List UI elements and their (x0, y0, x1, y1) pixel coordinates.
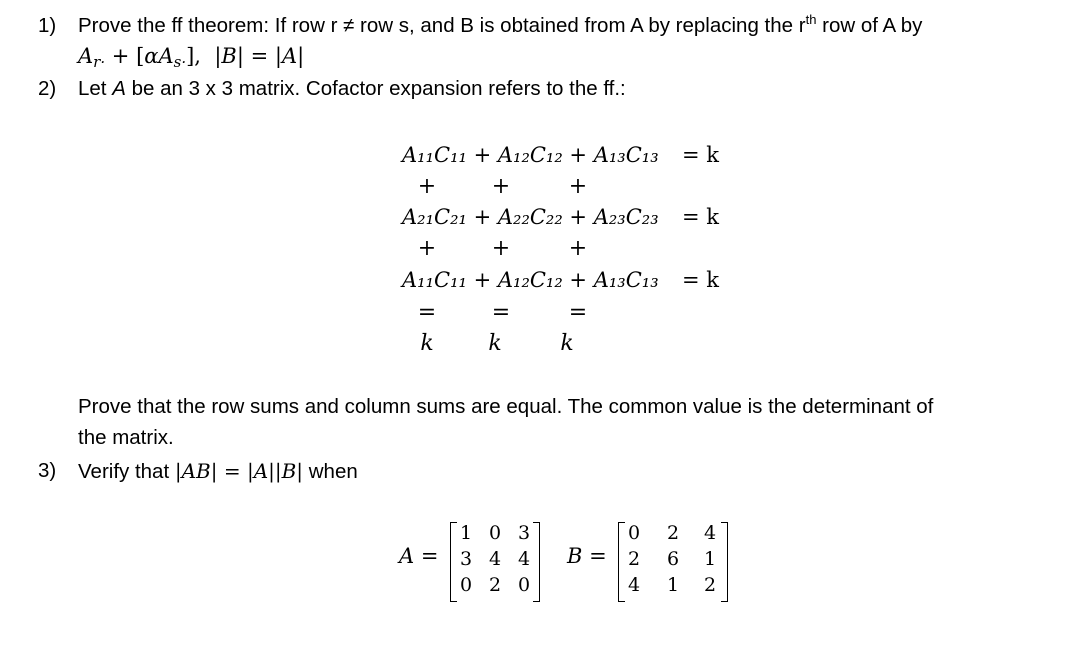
item-1-text-a: Prove the ff theorem: If row r ≠ row s, and B is obtained from A by replacing the r (78, 14, 806, 37)
matrix-A-label (399, 546, 438, 567)
formula-A2: A (158, 44, 174, 68)
equals-sign: = (417, 300, 437, 325)
item-2-matrix-symbol: A (112, 77, 126, 100)
formula-bracket-close: ], (186, 44, 201, 68)
matrix-A-cell: 2 (488, 574, 502, 596)
plus-sign: + (491, 174, 511, 199)
item-2-text-a: Let (78, 77, 113, 100)
item-2-number: 2) (38, 77, 57, 100)
item-1-number: 1) (38, 14, 57, 37)
matrix-B-cell: 1 (666, 574, 680, 596)
equation-row-3-rhs: = k (682, 268, 719, 292)
plus-sign: + (568, 236, 588, 261)
matrix-B-right-bracket (721, 522, 728, 602)
matrix-B-label-text: B = (567, 544, 607, 568)
matrix-B-cell: 4 (703, 522, 717, 544)
equation-row-1: A₁₁C₁₁ + A₁₂C₁₂ + A₁₃C₁₃ (402, 143, 659, 167)
equation-row-3: A₁₁C₁₁ + A₁₂C₁₂ + A₁₃C₁₃ (402, 268, 659, 292)
item-2-intro (78, 79, 626, 100)
item-1-formula (78, 44, 305, 71)
equation-row-1-rhs: = k (682, 143, 719, 167)
plus-sign: + (491, 236, 511, 261)
formula-eq: = (243, 44, 275, 68)
k-symbol: k (560, 331, 574, 356)
item-1-line-1 (78, 12, 923, 37)
item-3-text (78, 461, 358, 483)
matrix-B (618, 522, 728, 602)
item-3-text-a: Verify that (78, 460, 175, 483)
matrix-B-cell: 6 (666, 548, 680, 570)
matrix-A-cell: 4 (517, 548, 531, 570)
item-3-number: 3) (38, 459, 57, 482)
item-3-text-b: when (303, 460, 358, 483)
formula-detA: |A| (274, 44, 305, 68)
matrix-A-label-text: A = (399, 544, 439, 568)
formula-alpha: α (144, 44, 159, 68)
matrix-A-cell: 3 (459, 548, 473, 570)
matrix-A (450, 522, 540, 602)
matrix-B-cell: 1 (703, 548, 717, 570)
item-3-formula: |AB| = |A||B| (174, 459, 304, 483)
matrix-A-cell: 0 (517, 574, 531, 596)
k-symbol: k (488, 331, 502, 356)
matrix-B-cell: 2 (627, 548, 641, 570)
equation-row-2-rhs: = k (682, 205, 719, 229)
plus-sign: + (417, 236, 437, 261)
equals-sign: = (568, 300, 588, 325)
plus-sign: + (568, 174, 588, 199)
prove-text-line-1: Prove that the row sums and column sums are equal. The common value is the determinant of (78, 395, 934, 418)
matrix-A-cell: 4 (488, 548, 502, 570)
prove-text-line-2: the matrix. (78, 426, 174, 449)
item-1-superscript: th (805, 12, 817, 27)
item-2-text-b: be an 3 x 3 matrix. Cofactor expansion refers to the ff.: (125, 77, 626, 100)
formula-plus-bracket: + [ (105, 44, 145, 68)
formula-A: A (78, 44, 94, 68)
matrix-A-cell: 3 (517, 522, 531, 544)
matrix-A-cell: 1 (459, 522, 473, 544)
matrix-B-cell: 4 (627, 574, 641, 596)
matrix-B-cell: 2 (666, 522, 680, 544)
formula-detB: |B| (214, 44, 244, 68)
k-symbol: k (420, 331, 434, 356)
equals-sign: = (491, 300, 511, 325)
equation-row-2: A₂₁C₂₁ + A₂₂C₂₂ + A₂₃C₂₃ (402, 205, 659, 229)
matrix-B-label (567, 546, 607, 567)
plus-sign: + (417, 174, 437, 199)
item-1-text-b: row of A by (816, 14, 923, 37)
matrix-B-cell: 2 (703, 574, 717, 596)
formula-s-sub: s· (173, 53, 187, 71)
formula-r-sub: r· (93, 53, 106, 71)
matrix-B-cell: 0 (627, 522, 641, 544)
matrix-A-cell: 0 (459, 574, 473, 596)
matrix-A-cell: 0 (488, 522, 502, 544)
